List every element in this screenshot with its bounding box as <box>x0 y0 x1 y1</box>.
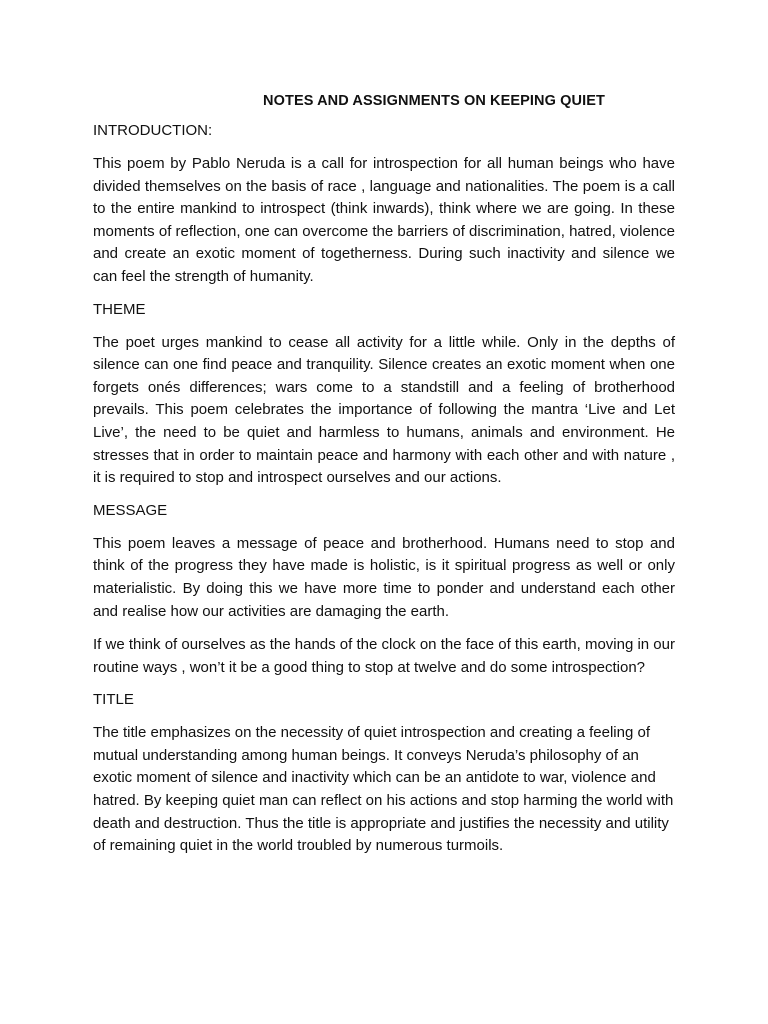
message-paragraph-2: If we think of ourselves as the hands of the clock on the face of this earth, moving in our routine ways , won’t it be a good thing to stop at twelve and do some introspection? <box>93 636 675 676</box>
message-paragraph-1: This poem leaves a message of peace and brotherhood. Humans need to stop and think of the progress they have made is holistic, is it spiritual progress as well or only materialistic. By doing this we have more time to ponder and understand each other and realise how our activities are damaging the earth. <box>93 534 675 620</box>
document-title: NOTES AND ASSIGNMENTS ON KEEPING QUIET <box>263 93 605 109</box>
section-heading-title: TITLE <box>93 691 134 709</box>
section-heading-message: MESSAGE <box>93 501 168 519</box>
section-heading-introduction: INTRODUCTION: <box>93 122 213 139</box>
section-heading-theme: THEME <box>93 300 146 318</box>
title-paragraph: The title emphasizes on the necessity of quiet introspection and creating a feeling of mutual understanding among human beings. It conveys Neruda’s philosophy of an exotic moment of silence and inactivity which can be an antidote to war, violence and hatred. By keeping quiet man can reflect on his actions and stop harming the world with death and destruction. Thus the title is appropriate and justifies the necessity and utility of remaining quiet in the world troubled by numerous turmoils. <box>93 724 674 855</box>
introduction-paragraph: This poem by Pablo Neruda is a call for introspection for all human beings who have divided themselves on the basis of race , language and nationalities. The poem is a call to the entire mankind to introspect (think inwards), think where we are going. In these moments of reflection, one can overcome the barriers of discrimination, hatred, violence and create an exotic moment of togetherness. During such inactivity and silence we can feel the strength of humanity. <box>93 155 675 285</box>
theme-paragraph: The poet urges mankind to cease all activity for a little while. Only in the depths of silence can one find peace and tranquility. Silence creates an exotic moment when one forgets onés differences; wars come to a standstill and a feeling of brotherhood prevails. This poem celebrates the importance of following the mantra ‘Live and Let Live’, the need to be quiet and harmless to humans, animals and environment. He stresses that in order to maintain peace and harmony with each other and with nature , it is required to stop and introspect ourselves and our actions. <box>93 333 675 487</box>
